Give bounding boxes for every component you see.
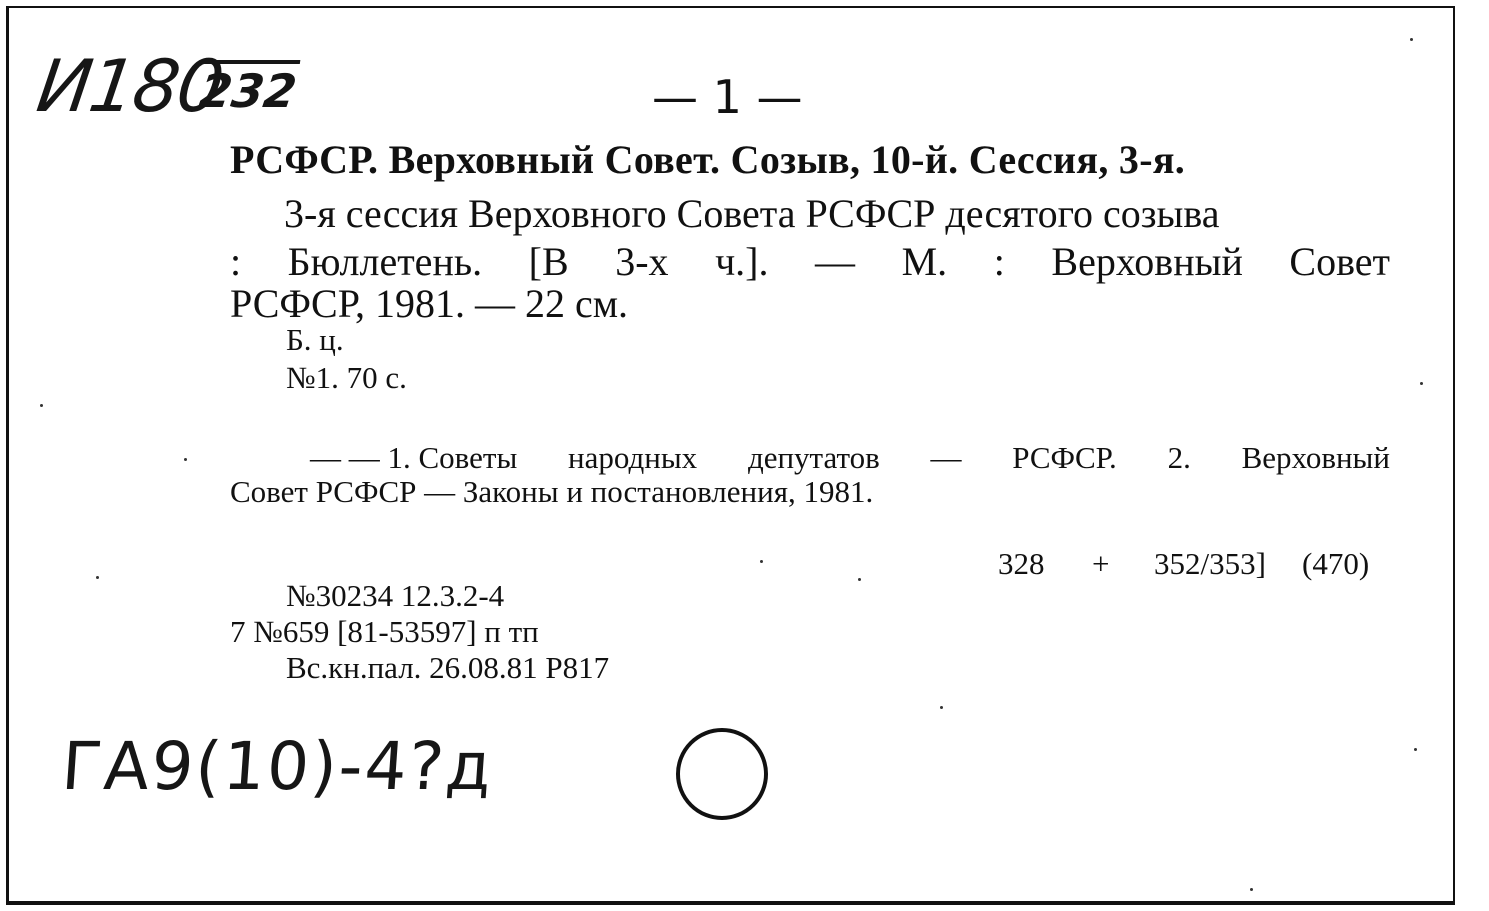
subjects-word: РСФСР. <box>1012 440 1117 475</box>
title-line-1: 3-я сессия Верховного Совета РСФСР десятого созыва <box>284 191 1220 236</box>
title-line-2-word: — <box>815 239 856 284</box>
subjects-word: 2. <box>1167 440 1191 475</box>
speck <box>858 578 861 581</box>
meta-line-3: Вс.кн.пал. 26.08.81 Р817 <box>286 650 610 685</box>
subjects-word: народных <box>568 440 698 475</box>
circle-stamp <box>676 728 768 820</box>
title-line-2-word: : <box>993 239 1005 284</box>
shelfmark-handwritten: И180 <box>32 44 228 128</box>
speck <box>760 560 763 563</box>
speck <box>40 404 43 407</box>
title-line-2-word: М. <box>901 239 948 284</box>
speck <box>1250 888 1253 891</box>
classification-c: (470) <box>1302 546 1370 581</box>
part-note: №1. 70 с. <box>286 360 407 395</box>
speck <box>1420 382 1423 385</box>
title-line-2-word: ч.]. <box>715 239 769 284</box>
subjects-word: Верховный <box>1241 440 1390 475</box>
meta-line-2: 7 №659 [81-53597] п тп <box>230 614 539 649</box>
subjects-word: — <box>930 440 962 475</box>
speck <box>1414 748 1417 751</box>
subjects-word: депутатов <box>747 440 880 475</box>
title-line-2-word: 3-х <box>615 239 669 284</box>
title-line-2-word: Совет <box>1289 239 1390 284</box>
title-line-2-word: [В <box>528 239 569 284</box>
title-line-2-word: Верховный <box>1051 239 1243 284</box>
call-number-handwritten: ГА9(10)-4?д <box>59 728 497 805</box>
speck <box>940 706 943 709</box>
classification-plus: + <box>1092 546 1110 581</box>
speck <box>96 576 99 579</box>
title-line-3: РСФСР, 1981. — 22 см. <box>230 281 629 326</box>
page-number: — 1 — <box>652 70 803 124</box>
subjects-word: — — 1. Советы <box>310 440 518 475</box>
price-note: Б. ц. <box>286 322 344 357</box>
subjects-line-1 <box>310 440 1390 476</box>
shelfmark-sub-handwritten: 232 <box>196 64 300 118</box>
title-line-2 <box>230 238 1390 285</box>
title-line-2-word: : <box>230 239 242 284</box>
card-heading: РСФСР. Верховный Совет. Созыв, 10-й. Сессия, 3-я. <box>230 137 1186 182</box>
classification-a: 328 <box>998 546 1045 581</box>
speck <box>1410 38 1413 41</box>
classification-b: 352/353] <box>1154 546 1266 581</box>
subjects-line-2: Совет РСФСР — Законы и постановления, 1981. <box>230 474 874 509</box>
meta-line-1: №30234 12.3.2-4 <box>286 578 505 613</box>
speck <box>184 458 187 461</box>
title-line-2-word: Бюллетень. <box>287 239 483 284</box>
